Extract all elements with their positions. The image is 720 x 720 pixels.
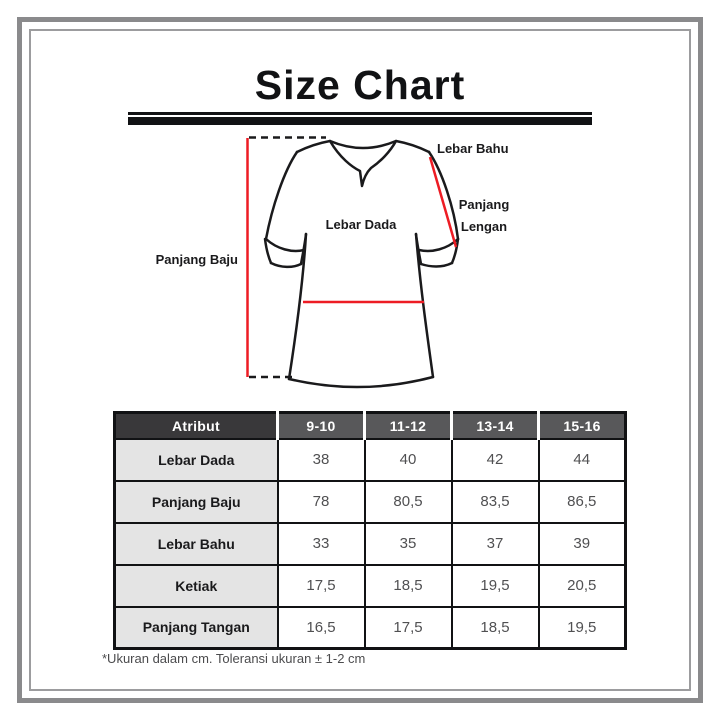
label-panjang-baju: Panjang Baju — [155, 252, 238, 267]
cell-value: 19,5 — [452, 565, 539, 607]
cell-value: 35 — [365, 523, 452, 565]
column-header-atribut: Atribut — [115, 413, 278, 439]
label-panjang-lengan — [444, 194, 524, 238]
label-lebar-bahu: Lebar Bahu — [437, 141, 509, 156]
row-label: Lebar Bahu — [115, 523, 278, 565]
cell-value: 17,5 — [278, 565, 365, 607]
cell-value: 83,5 — [452, 481, 539, 523]
cell-value: 39 — [539, 523, 626, 565]
column-header-size-13-14: 13-14 — [452, 413, 539, 439]
cell-value: 42 — [452, 439, 539, 481]
row-label: Ketiak — [115, 565, 278, 607]
cell-value: 78 — [278, 481, 365, 523]
row-label: Lebar Dada — [115, 439, 278, 481]
table-row — [115, 607, 626, 649]
page-title: Size Chart — [254, 62, 466, 108]
size-chart-table — [113, 411, 627, 650]
cell-value: 17,5 — [365, 607, 452, 649]
cell-value: 37 — [452, 523, 539, 565]
cell-value: 44 — [539, 439, 626, 481]
column-header-size-9-10: 9-10 — [278, 413, 365, 439]
table-row — [115, 565, 626, 607]
cell-value: 38 — [278, 439, 365, 481]
table-row — [115, 523, 626, 565]
cell-value: 18,5 — [452, 607, 539, 649]
label-panjang-lengan-line1: Panjang — [458, 197, 510, 212]
cell-value: 33 — [278, 523, 365, 565]
row-label: Panjang Tangan — [115, 607, 278, 649]
cell-value: 20,5 — [539, 565, 626, 607]
table-header-row — [115, 413, 626, 439]
label-lebar-dada: Lebar Dada — [325, 217, 397, 232]
measurement-lines — [248, 138, 457, 377]
table-row — [115, 481, 626, 523]
extent-dashed-lines — [249, 138, 326, 378]
cell-value: 18,5 — [365, 565, 452, 607]
cell-value: 40 — [365, 439, 452, 481]
cell-value: 86,5 — [539, 481, 626, 523]
column-header-size-11-12: 11-12 — [365, 413, 452, 439]
column-header-size-15-16: 15-16 — [539, 413, 626, 439]
footnote-tolerance-note: *Ukuran dalam cm. Toleransi ukuran ± 1-2 cm — [102, 651, 366, 666]
cell-value: 19,5 — [539, 607, 626, 649]
cell-value: 80,5 — [365, 481, 452, 523]
shirt-outline — [265, 141, 458, 387]
label-panjang-lengan-line2: Lengan — [460, 219, 508, 234]
table-row — [115, 439, 626, 481]
cell-value: 16,5 — [278, 607, 365, 649]
row-label: Panjang Baju — [115, 481, 278, 523]
